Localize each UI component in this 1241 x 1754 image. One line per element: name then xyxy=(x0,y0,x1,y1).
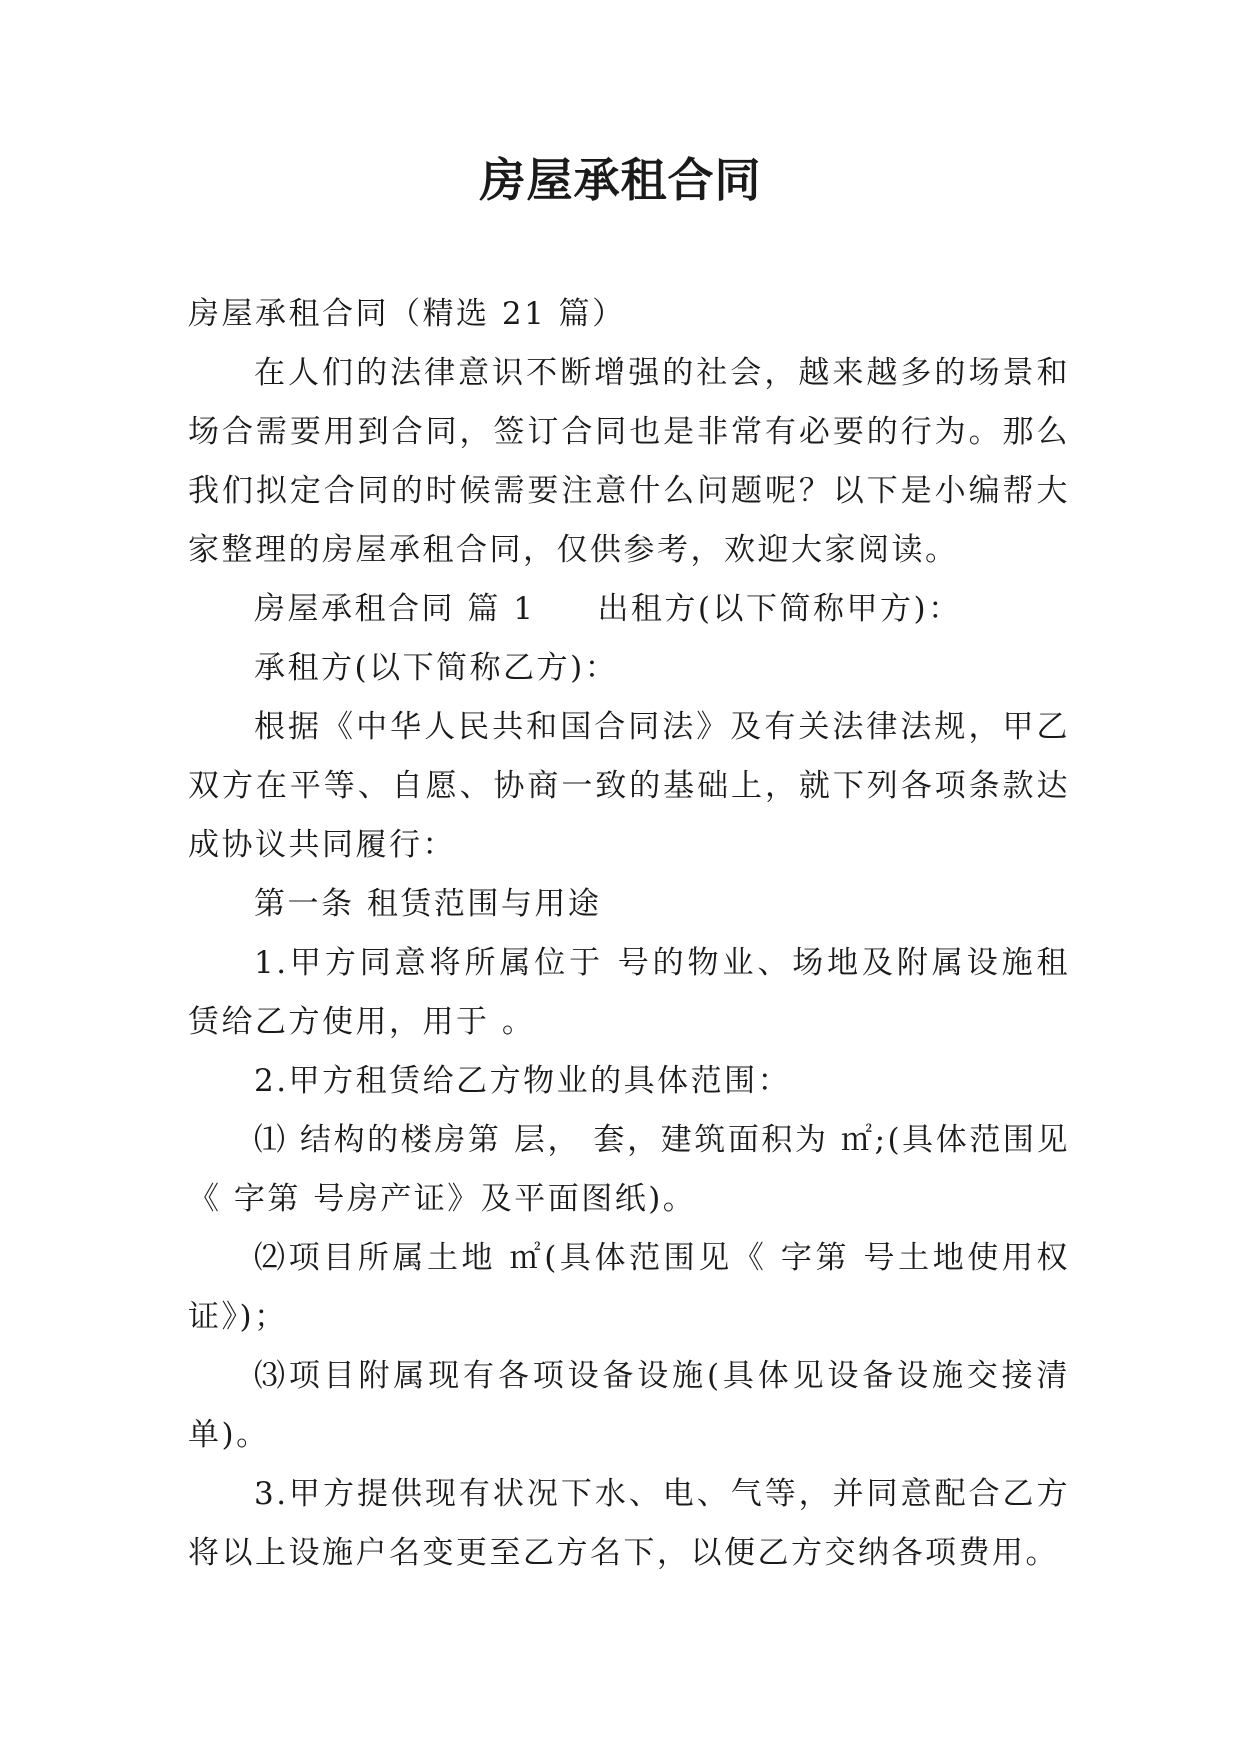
lessee-line: 承租方(以下简称乙方)： xyxy=(254,650,619,686)
clause-2-item-1: ⑴ 结构的楼房第 层， 套，建筑面积为 ㎡;(具体范围见《 字第 号房产证》及平面图纸)。 xyxy=(188,1122,1070,1217)
article-1-title: 第一条 租赁范围与用途 xyxy=(254,886,602,922)
section-heading: 房屋承租合同 篇 1 xyxy=(254,591,536,627)
document-body xyxy=(188,285,1070,1583)
clause-2: 2.甲方租赁给乙方物业的具体范围： xyxy=(254,1063,792,1099)
clause-2-item-3: ⑶项目附属现有各项设备设施(具体见设备设施交接清单)。 xyxy=(188,1358,1070,1453)
clause-2-item-2: ⑵项目所属土地 ㎡(具体范围见《 字第 号土地使用权证》)； xyxy=(188,1240,1070,1335)
section-heading-line xyxy=(188,580,1070,639)
lessor-line: 出租方(以下简称甲方)： xyxy=(597,591,962,627)
intro-paragraph: 在人们的法律意识不断增强的社会，越来越多的场景和场合需要用到合同，签订合同也是非常有必要的行为。那么我们拟定合同的时候需要注意什么问题呢？以下是小编帮大家整理的房屋承租合同，仅供参考，欢迎大家阅读。 xyxy=(188,355,1070,568)
document-title: 房屋承租合同 xyxy=(479,153,762,207)
document-subtitle: 房屋承租合同（精选 21 篇） xyxy=(188,296,626,332)
preamble-paragraph: 根据《中华人民共和国合同法》及有关法律法规，甲乙双方在平等、自愿、协商一致的基础上，就下列各项条款达成协议共同履行： xyxy=(188,709,1070,863)
clause-1: 1.甲方同意将所属位于 号的物业、场地及附属设施租赁给乙方使用，用于 。 xyxy=(188,945,1070,1040)
clause-3: 3.甲方提供现有状况下水、电、气等，并同意配合乙方将以上设施户名变更至乙方名下，以便乙方交纳各项费用。 xyxy=(188,1476,1070,1571)
